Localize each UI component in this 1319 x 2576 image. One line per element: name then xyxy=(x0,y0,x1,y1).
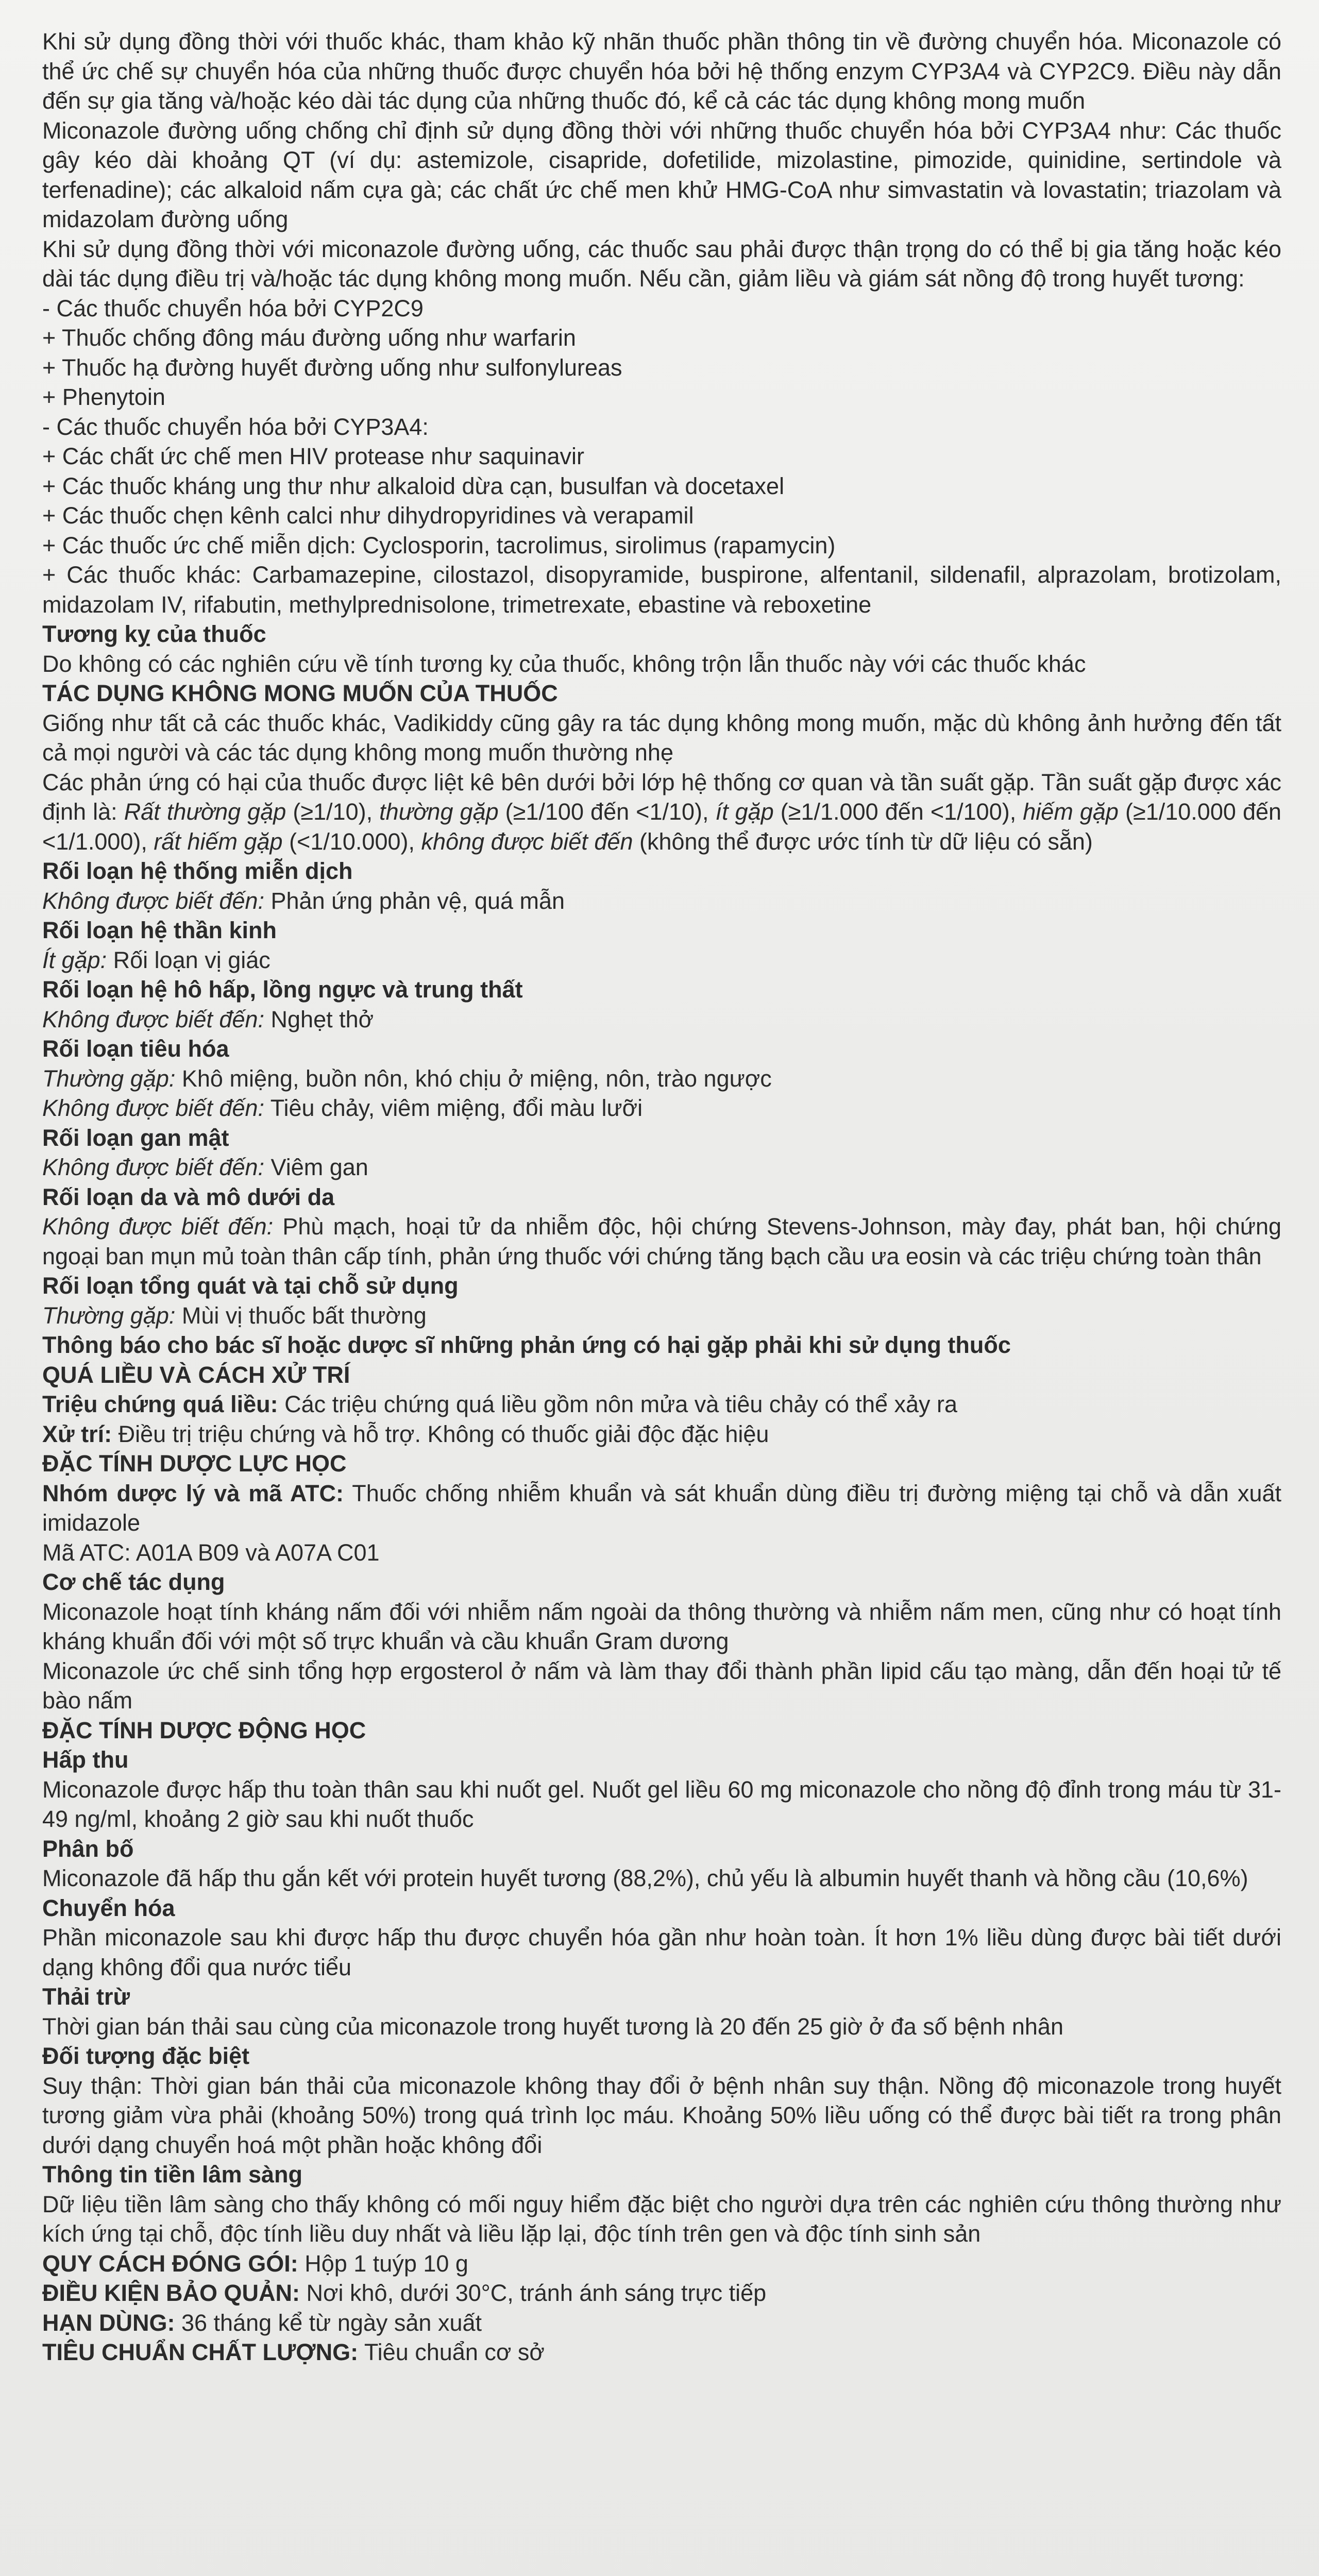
list-item: + Phenytoin xyxy=(42,384,165,410)
adverse-item: Ít gặp: Rối loạn vị giác xyxy=(42,946,270,973)
subsection-heading: Rối loạn hệ hô hấp, lồng ngực và trung thất xyxy=(42,976,523,1003)
subsection-heading: Cơ chế tác dụng xyxy=(42,1569,225,1595)
subsection-heading: Thông tin tiền lâm sàng xyxy=(42,2161,302,2188)
made-by-row xyxy=(61,2568,782,2576)
manufacturer-footer xyxy=(61,2568,782,2576)
list-item: + Các thuốc ức chế miễn dịch: Cyclosporin, tacrolimus, sirolimus (rapamycin) xyxy=(42,532,836,558)
subsection-heading: Rối loạn tiêu hóa xyxy=(42,1036,229,1062)
section-heading: QUÁ LIỀU VÀ CÁCH XỬ TRÍ xyxy=(42,1361,350,1388)
subsection-heading: Thải trừ xyxy=(42,1984,130,2010)
adverse-item: Không được biết đến: Nghẹt thở xyxy=(42,1006,374,1032)
paragraph: Khi sử dụng đồng thời với miconazole đường uống, các thuốc sau phải được thận trọng do có thể bị gia tăng hoặc kéo dài tác dụng điều trị và/hoặc tác dụng không mong muốn. Nếu cần, giảm liều và giám sát nồng độ trong huyết tương: xyxy=(42,235,1281,292)
atc-code: Mã ATC: A01A B09 và A07A C01 xyxy=(42,1539,380,1566)
subsection-heading: Phân bố xyxy=(42,1835,134,1862)
overdose-item: Triệu chứng quá liều: Các triệu chứng quá liều gồm nôn mửa và tiêu chảy có thể xảy ra xyxy=(42,1391,958,1417)
frequency-paragraph: Các phản ứng có hại của thuốc được liệt kê bên dưới bởi lớp hệ thống cơ quan và tần suất gặp. Tần suất gặp được xác định là: Rất thường gặp (≥1/10), thường gặp (≥1/100 đến <1/10), ít gặp (≥1/1.000 đến <1/100), hiếm gặp (≥1/10.000 đến <1/1.000), rất hiếm gặp (<1/10.000), không được biết đến (không thể được ước tính từ dữ liệu có sẵn) xyxy=(42,769,1282,855)
subsection-heading: Chuyển hóa xyxy=(42,1894,175,1921)
packaging: QUY CÁCH ĐÓNG GÓI: Hộp 1 tuýp 10 g xyxy=(42,2250,468,2277)
leaflet-text xyxy=(42,27,1281,2367)
subsection-heading: Rối loạn hệ thống miễn dịch xyxy=(42,858,353,884)
paragraph: Miconazole đã hấp thu gắn kết với protein huyết tương (88,2%), chủ yếu là albumin huyết thanh và hồng cầu (10,6%) xyxy=(42,1865,1248,1891)
subsection-heading: Rối loạn gan mật xyxy=(42,1124,229,1151)
paragraph: Giống như tất cả các thuốc khác, Vadikiddy cũng gây ra tác dụng không mong muốn, mặc dù không ảnh hưởng đến tất cả mọi người và các tác dụng không mong muốn thường nhẹ xyxy=(42,709,1281,766)
storage: ĐIỀU KIỆN BẢO QUẢN: Nơi khô, dưới 30°C, tránh ánh sáng trực tiếp xyxy=(42,2280,767,2306)
adverse-item: Thường gặp: Khô miệng, buồn nôn, khó chịu ở miệng, nôn, trào ngược xyxy=(42,1065,772,1092)
paragraph: Miconazole ức chế sinh tổng hợp ergosterol ở nấm và làm thay đổi thành phần lipid cấu tạo màng, dẫn đến hoại tử tế bào nấm xyxy=(42,1657,1281,1714)
paragraph: Khi sử dụng đồng thời với thuốc khác, tham khảo kỹ nhãn thuốc phần thông tin về đường chuyển hóa. Miconazole có thể ức chế sự chuyển hóa của những thuốc được chuyển hóa bởi hệ thống enzym CYP3A4 và CYP2C9. Điều này dẫn đến sự gia tăng và/hoặc kéo dài tác dụng của những thuốc đó, kể cả các tác dụng không mong muốn xyxy=(42,28,1281,114)
quality-standard: TIÊU CHUẨN CHẤT LƯỢNG: Tiêu chuẩn cơ sở xyxy=(42,2339,545,2365)
section-heading: ĐẶC TÍNH DƯỢC ĐỘNG HỌC xyxy=(42,1717,366,1743)
adverse-item: Không được biết đến: Phù mạch, hoại tử da nhiễm độc, hội chứng Stevens-Johnson, mày đay, phát ban, hội chứng ngoại ban mụn mủ toàn thân cấp tính, phản ứng thuốc với chứng tăng bạch cầu ưa eosin và các triệu chứng toàn thân xyxy=(42,1213,1282,1269)
subsection-heading: Rối loạn da và mô dưới da xyxy=(42,1183,335,1210)
paragraph: Miconazole được hấp thu toàn thân sau khi nuốt gel. Nuốt gel liều 60 mg miconazole cho nồng độ đỉnh trong máu từ 31- 49 ng/ml, khoảng 2 giờ sau khi nuốt thuốc xyxy=(42,1776,1281,1832)
paragraph: Miconazole hoạt tính kháng nấm đối với nhiễm nấm ngoài da thông thường và nhiễm nấm men, cũng như có hoạt tính kháng khuẩn đối với một số trực khuẩn và cầu khuẩn Gram dương xyxy=(42,1598,1281,1654)
section-heading: ĐẶC TÍNH DƯỢC LỰC HỌC xyxy=(42,1450,347,1477)
atc-group: Nhóm dược lý và mã ATC: Thuốc chống nhiễm khuẩn và sát khuẩn dùng điều trị đường miệng tại chỗ và dẫn xuất imidazole xyxy=(42,1480,1282,1536)
paragraph: Phần miconazole sau khi được hấp thu được chuyển hóa gần như hoàn toàn. Ít hơn 1% liều dùng được bài tiết dưới dạng không đổi qua nước tiểu xyxy=(42,1924,1281,1980)
list-item: + Các thuốc kháng ung thư như alkaloid dừa cạn, busulfan và docetaxel xyxy=(42,472,785,499)
list-item: + Các thuốc chẹn kênh calci như dihydropyridines và verapamil xyxy=(42,502,694,529)
list-item: + Thuốc chống đông máu đường uống như warfarin xyxy=(42,325,576,351)
subsection-heading: Đối tượng đặc biệt xyxy=(42,2043,250,2069)
adverse-item: Không được biết đến: Viêm gan xyxy=(42,1154,368,1180)
list-item: - Các thuốc chuyển hóa bởi CYP2C9 xyxy=(42,295,424,321)
list-item: + Các chất ức chế men HIV protease như saquinavir xyxy=(42,443,585,469)
paragraph: Suy thận: Thời gian bán thải của miconazole không thay đổi ở bệnh nhân suy thận. Nồng độ miconazole trong huyết tương giảm vừa phải (khoảng 50%) trong quá trình lọc máu. Khoảng 50% liều uống có thể được bài tiết ra trong phân dưới dạng chuyển hoá một phần hoặc không đổi xyxy=(42,2072,1281,2158)
subsection-heading: Rối loạn hệ thần kinh xyxy=(42,917,277,943)
overdose-item: Xử trí: Điều trị triệu chứng và hỗ trợ. Không có thuốc giải độc đặc hiệu xyxy=(42,1420,769,1447)
adverse-item: Không được biết đến: Tiêu chảy, viêm miệng, đổi màu lưỡi xyxy=(42,1095,643,1121)
subsection-heading: Hấp thu xyxy=(42,1747,129,1773)
list-item: + Thuốc hạ đường huyết đường uống như sulfonylureas xyxy=(42,354,622,381)
section-heading: Tương kỵ của thuốc xyxy=(42,621,266,647)
list-item: - Các thuốc chuyển hóa bởi CYP3A4: xyxy=(42,413,429,440)
notice: Thông báo cho bác sĩ hoặc dược sĩ những phản ứng có hại gặp phải khi sử dụng thuốc xyxy=(42,1332,1011,1358)
subsection-heading: Rối loạn tổng quát và tại chỗ sử dụng xyxy=(42,1273,459,1299)
list-item: + Các thuốc khác: Carbamazepine, cilostazol, disopyramide, buspirone, alfentanil, sildenafil, alprazolam, brotizolam, midazolam IV, rifabutin, methylprednisolone, trimetrexate, ebastine và reboxetine xyxy=(42,562,1281,618)
paragraph: Miconazole đường uống chống chỉ định sử dụng đồng thời với những thuốc chuyển hóa bởi CYP3A4 như: Các thuốc gây kéo dài khoảng QT (ví dụ: astemizole, cisapride, dofetilide, mizolastine, pimozide, quinidine, sertindole và terfenadine); các alkaloid nấm cựa gà; các chất ức chế men khử HMG-CoA như simvastatin và lovastatin; triazolam và midazolam đường uống xyxy=(42,117,1281,232)
section-heading: TÁC DỤNG KHÔNG MONG MUỐN CỦA THUỐC xyxy=(42,680,558,706)
adverse-item: Không được biết đến: Phản ứng phản vệ, quá mẫn xyxy=(42,887,565,914)
shelf-life: HẠN DÙNG: 36 tháng kể từ ngày sản xuất xyxy=(42,2309,482,2336)
adverse-item: Thường gặp: Mùi vị thuốc bất thường xyxy=(42,1302,427,1329)
paragraph: Do không có các nghiên cứu về tính tương kỵ của thuốc, không trộn lẫn thuốc này với các thuốc khác xyxy=(42,650,1086,677)
paragraph: Dữ liệu tiền lâm sàng cho thấy không có mối nguy hiểm đặc biệt cho người dựa trên các nghiên cứu thông thường như kích ứng tại chỗ, độc tính liều duy nhất và liều lặp lại, độc tính trên gen và độc tính sinh sản xyxy=(42,2191,1281,2247)
paragraph: Thời gian bán thải sau cùng của miconazole trong huyết tương là 20 đến 25 giờ ở đa số bệnh nhân xyxy=(42,2013,1063,2040)
